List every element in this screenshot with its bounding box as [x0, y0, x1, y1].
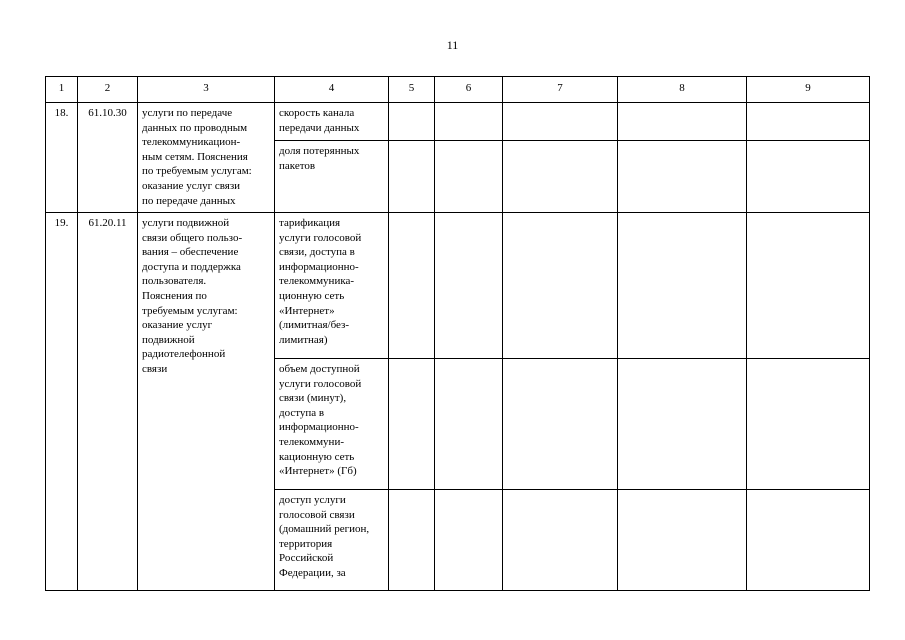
header-cell-2: 2: [78, 77, 138, 103]
empty-cell: [747, 141, 870, 213]
characteristic-cell: доля потерянных пакетов: [275, 141, 389, 213]
empty-cell: [435, 359, 503, 490]
header-cell-5: 5: [389, 77, 435, 103]
empty-cell: [618, 359, 747, 490]
okpd-code: 61.10.30: [78, 103, 138, 213]
empty-cell: [747, 213, 870, 359]
service-description: услуги по передаче данных по проводным телекоммуникацион- ным сетям. Пояснения по требуемым услугам: оказание услуг связи по передаче данных: [138, 103, 275, 213]
table-row: [46, 213, 870, 359]
service-description: услуги подвижной связи общего пользо- вания – обеспечение доступа и поддержка пользователя. Пояснения по требуемым услугам: оказание услуг подвижной радиотелефонной связи: [138, 213, 275, 591]
empty-cell: [389, 359, 435, 490]
header-row: [46, 77, 870, 103]
empty-cell: [618, 213, 747, 359]
row-number: 18.: [46, 103, 78, 213]
empty-cell: [389, 490, 435, 591]
row-number: 19.: [46, 213, 78, 591]
empty-cell: [389, 141, 435, 213]
characteristic-cell: тарификация услуги голосовой связи, доступа в информационно- телекоммуника- ционную сеть «Интернет» (лимитная/без- лимитная): [275, 213, 389, 359]
empty-cell: [618, 490, 747, 591]
table-row: [46, 103, 870, 141]
empty-cell: [747, 103, 870, 141]
empty-cell: [389, 103, 435, 141]
empty-cell: [435, 141, 503, 213]
empty-cell: [503, 213, 618, 359]
empty-cell: [435, 490, 503, 591]
header-cell-4: 4: [275, 77, 389, 103]
characteristic-cell: скорость канала передачи данных: [275, 103, 389, 141]
empty-cell: [435, 213, 503, 359]
empty-cell: [747, 359, 870, 490]
header-cell-6: 6: [435, 77, 503, 103]
empty-cell: [435, 103, 503, 141]
empty-cell: [618, 141, 747, 213]
header-cell-7: 7: [503, 77, 618, 103]
empty-cell: [503, 490, 618, 591]
empty-cell: [618, 103, 747, 141]
header-cell-8: 8: [618, 77, 747, 103]
empty-cell: [503, 359, 618, 490]
page-number: 11: [446, 38, 459, 52]
characteristic-cell: объем доступной услуги голосовой связи (минут), доступа в информационно- телекоммуни- кационную сеть «Интернет» (Гб): [275, 359, 389, 490]
services-table: [45, 76, 870, 591]
empty-cell: [503, 103, 618, 141]
header-cell-1: 1: [46, 77, 78, 103]
empty-cell: [747, 490, 870, 591]
characteristic-cell: доступ услуги голосовой связи (домашний регион, территория Российской Федерации, за: [275, 490, 389, 591]
header-cell-9: 9: [747, 77, 870, 103]
header-cell-3: 3: [138, 77, 275, 103]
okpd-code: 61.20.11: [78, 213, 138, 591]
empty-cell: [389, 213, 435, 359]
empty-cell: [503, 141, 618, 213]
